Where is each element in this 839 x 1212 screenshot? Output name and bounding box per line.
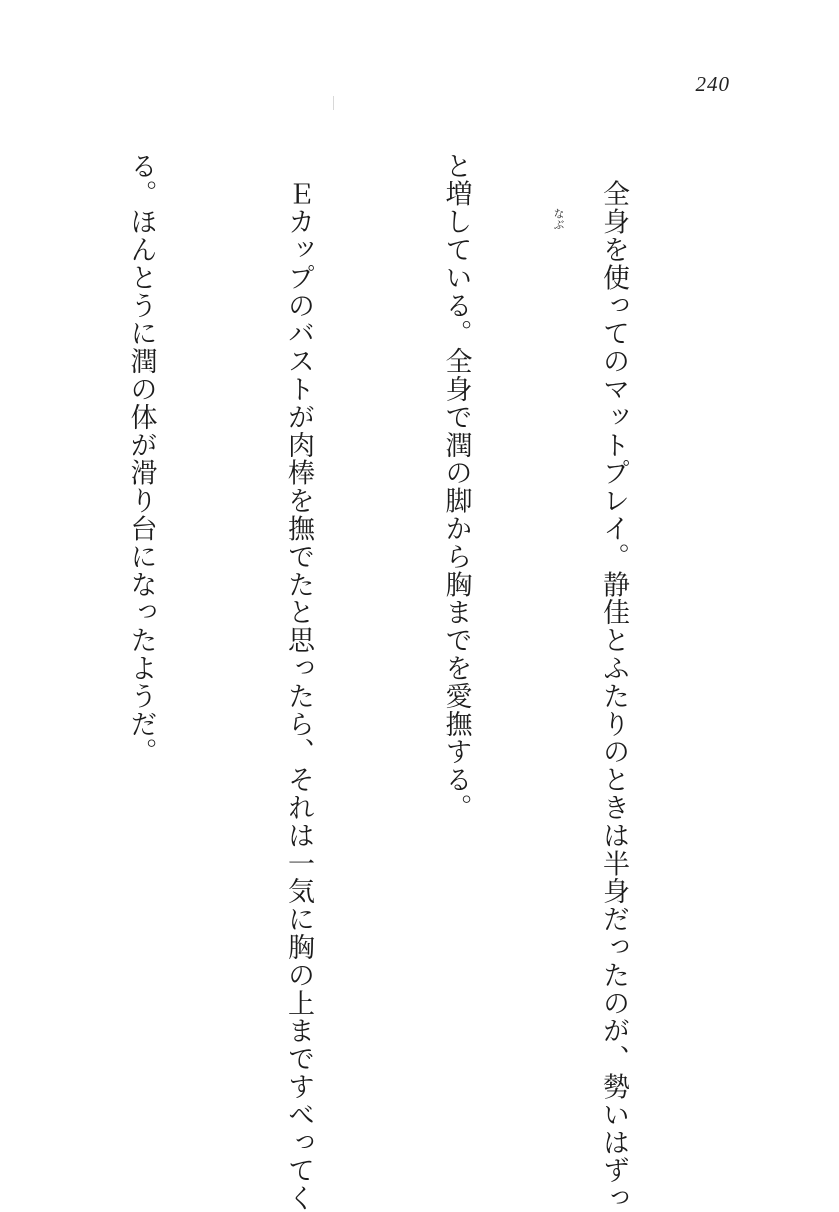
vertical-text-body <box>84 152 744 1212</box>
text-line: る。ほんとうに潤の体が滑り台になったようだ。 <box>125 152 157 766</box>
text-line: と増している。全身で潤の脚から胸までを愛撫する。 <box>440 152 472 822</box>
furigana-reading: なぶ <box>552 208 565 230</box>
gutter-mark <box>333 96 334 110</box>
text-line: Ｅカップのバストが肉棒を撫でたと思ったら、それは一気に胸の上まですべってく <box>283 152 314 1212</box>
text-line <box>0 152 9 1112</box>
text-line: 全身を使ってのマットプレイ。静佳とふたりのときは半身だったのが、勢いはずっ <box>598 152 629 1212</box>
page-number: 240 <box>695 72 730 96</box>
